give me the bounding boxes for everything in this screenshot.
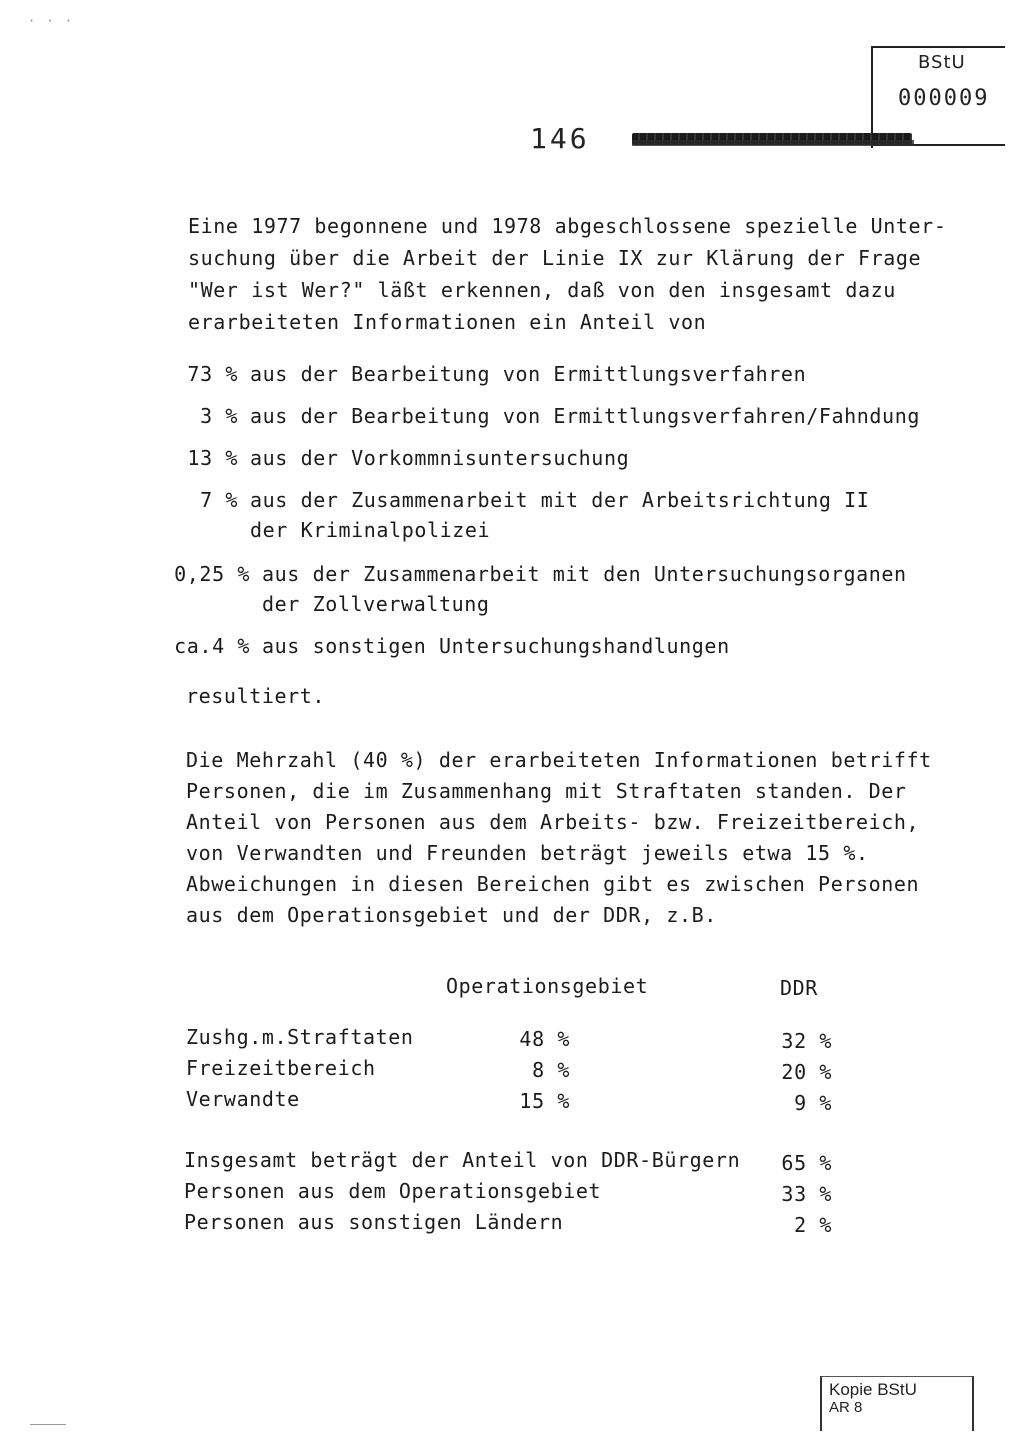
top-left-mark: · · · bbox=[28, 14, 75, 28]
paragraph2-line-5: Abweichungen in diesen Bereichen gibt es zwischen Personen bbox=[186, 872, 920, 896]
table2-row-label: Personen aus sonstigen Ländern bbox=[184, 1210, 564, 1234]
paragraph2-line-2: Personen, die im Zusammenhang mit Straftaten standen. Der bbox=[186, 779, 907, 803]
list-item-text: aus der Zusammenarbeit mit den Untersuchungsorganen bbox=[262, 562, 907, 586]
list-item-text: aus der Vorkommnisuntersuchung bbox=[250, 446, 630, 470]
paragraph2-line-1: Die Mehrzahl (40 %) der erarbeiteten Informationen betrifft bbox=[186, 748, 932, 772]
table1-row-operationsgebiet-value: 48 % bbox=[519, 1027, 570, 1051]
list-item-value: 3 % bbox=[200, 404, 238, 428]
table1-row-operationsgebiet-value: 8 % bbox=[532, 1058, 570, 1082]
list-item-text-continuation: der Zollverwaltung bbox=[262, 592, 490, 616]
bottom-left-mark bbox=[30, 1424, 66, 1425]
table1-row-label: Zushg.m.Straftaten bbox=[186, 1025, 414, 1049]
table1-row-ddr-value: 9 % bbox=[794, 1091, 832, 1115]
resultiert-text: resultiert. bbox=[186, 684, 326, 708]
bstu-stamp-label: BStU bbox=[918, 52, 966, 73]
list-item-text: aus der Zusammenarbeit mit der Arbeitsrichtung II bbox=[250, 488, 870, 512]
list-item-value: 0,25 % bbox=[174, 562, 250, 586]
table2-row-label: Personen aus dem Operationsgebiet bbox=[184, 1179, 602, 1203]
paragraph1-line-3: "Wer ist Wer?" läßt erkennen, daß von den insgesamt dazu bbox=[188, 278, 896, 302]
list-item-text: aus sonstigen Untersuchungshandlungen bbox=[262, 634, 730, 658]
table1-row-label: Verwandte bbox=[186, 1087, 300, 1111]
table1-header-operationsgebiet: Operationsgebiet bbox=[446, 974, 649, 998]
paragraph1-line-4: erarbeiteten Informationen ein Anteil von bbox=[188, 310, 707, 334]
table2-row-value: 65 % bbox=[781, 1151, 832, 1175]
list-item-value: 7 % bbox=[200, 488, 238, 512]
paragraph1-line-2: suchung über die Arbeit der Linie IX zur Klärung der Frage bbox=[188, 246, 922, 270]
list-item-value: ca.4 % bbox=[174, 634, 250, 658]
kopie-stamp-line1: Kopie BStU bbox=[829, 1380, 917, 1399]
list-item-text-continuation: der Kriminalpolizei bbox=[250, 518, 491, 542]
kopie-stamp-line2: AR 8 bbox=[829, 1399, 863, 1416]
list-item-text: aus der Bearbeitung von Ermittlungsverfahren bbox=[250, 362, 807, 386]
list-item-value: 13 % bbox=[187, 446, 238, 470]
list-item-value: 73 % bbox=[187, 362, 238, 386]
paragraph1-line-1: Eine 1977 begonnene und 1978 abgeschlossene spezielle Unter- bbox=[188, 214, 947, 238]
table1-row-label: Freizeitbereich bbox=[186, 1056, 376, 1080]
paragraph2-line-6: aus dem Operationsgebiet und der DDR, z.B. bbox=[186, 903, 717, 927]
paragraph2-line-3: Anteil von Personen aus dem Arbeits- bzw. Freizeitbereich, bbox=[186, 810, 920, 834]
list-item-text: aus der Bearbeitung von Ermittlungsverfahren/Fahndung bbox=[250, 404, 920, 428]
table1-header-ddr: DDR bbox=[780, 976, 818, 1000]
table1-row-operationsgebiet-value: 15 % bbox=[519, 1089, 570, 1113]
redaction-bar-shadow bbox=[632, 140, 914, 146]
table2-row-label: Insgesamt beträgt der Anteil von DDR-Bürgern bbox=[184, 1148, 741, 1172]
paragraph2-line-4: von Verwandten und Freunden beträgt jeweils etwa 15 %. bbox=[186, 841, 869, 865]
table2-row-value: 2 % bbox=[794, 1213, 832, 1237]
table2-row-value: 33 % bbox=[781, 1182, 832, 1206]
table1-row-ddr-value: 20 % bbox=[781, 1060, 832, 1084]
page-number: 146 bbox=[530, 122, 590, 155]
table1-row-ddr-value: 32 % bbox=[781, 1029, 832, 1053]
bstu-stamp-number: 000009 bbox=[898, 86, 990, 111]
